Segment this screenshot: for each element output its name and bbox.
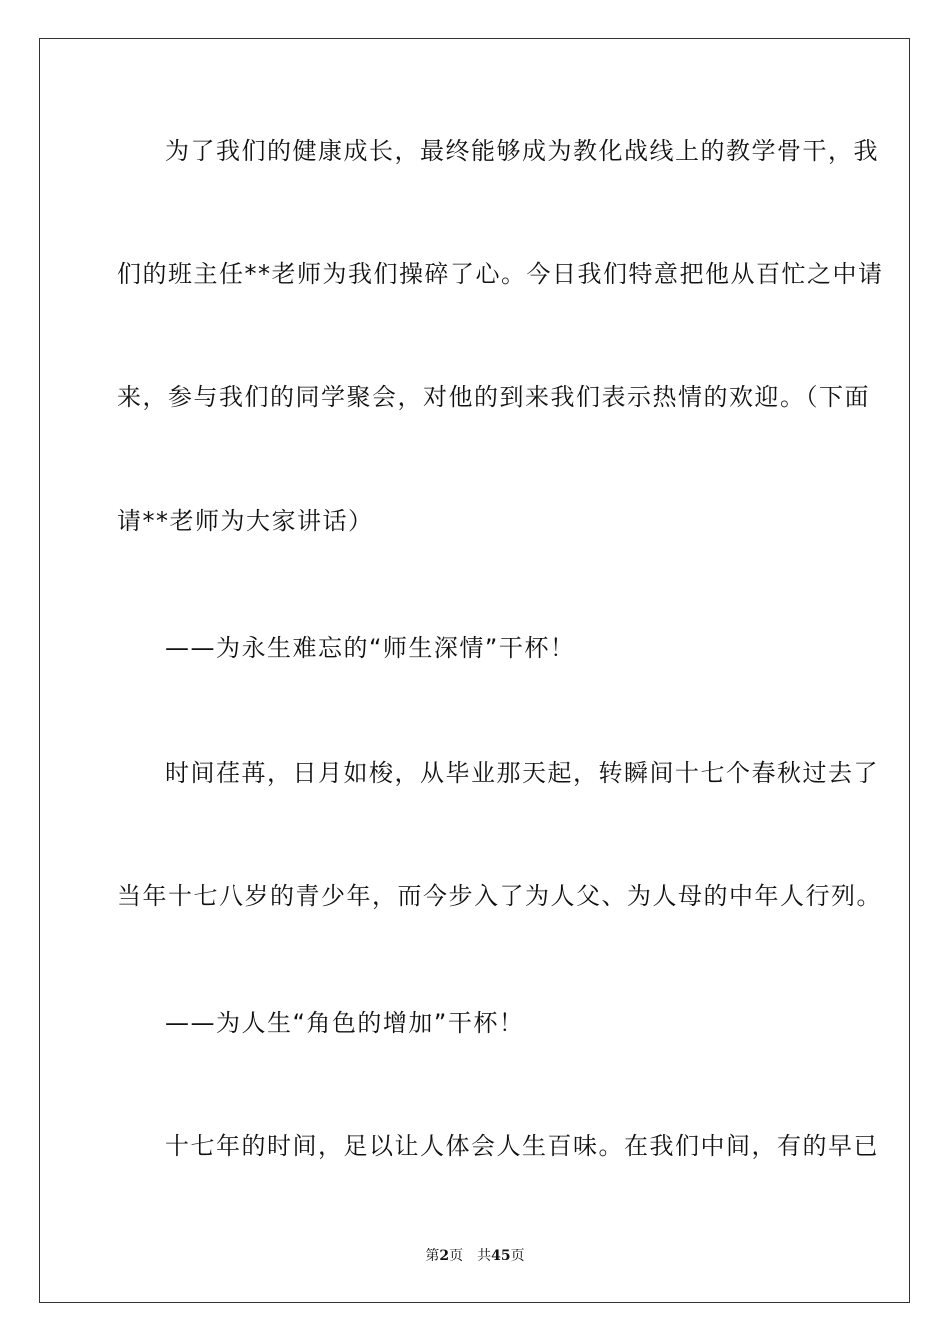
text-line-8: ——为人生“角色的增加”干杯！	[165, 1009, 525, 1037]
page-border	[39, 38, 910, 1303]
text-line-5: ——为永生难忘的“师生深情”干杯！	[165, 634, 576, 662]
text-line-7: 当年十七八岁的青少年，而今步入了为人父、为人母的中年人行列。	[117, 882, 882, 910]
page-footer	[0, 1246, 950, 1266]
page-suffix: 页	[449, 1248, 464, 1264]
text-line-6: 时间荏苒，日月如梭，从毕业那天起，转瞬间十七个春秋过去了	[165, 759, 879, 787]
text-line-3: 来，参与我们的同学聚会，对他的到来我们表示热情的欢迎。（下面	[117, 383, 870, 411]
total-prefix: 共	[477, 1248, 492, 1264]
text-line-1: 为了我们的健康成长，最终能够成为教化战线上的教学骨干，我	[165, 137, 879, 165]
text-line-9: 十七年的时间，足以让人体会人生百味。在我们中间，有的早已	[165, 1132, 879, 1160]
text-line-4: 请**老师为大家讲话）	[117, 507, 374, 535]
total-suffix: 页	[510, 1248, 525, 1264]
text-line-2: 们的班主任**老师为我们操碎了心。今日我们特意把他从百忙之中请	[117, 260, 884, 288]
page-prefix: 第	[425, 1248, 440, 1264]
page-number: 2	[439, 1248, 450, 1264]
total-pages: 45	[491, 1248, 511, 1264]
